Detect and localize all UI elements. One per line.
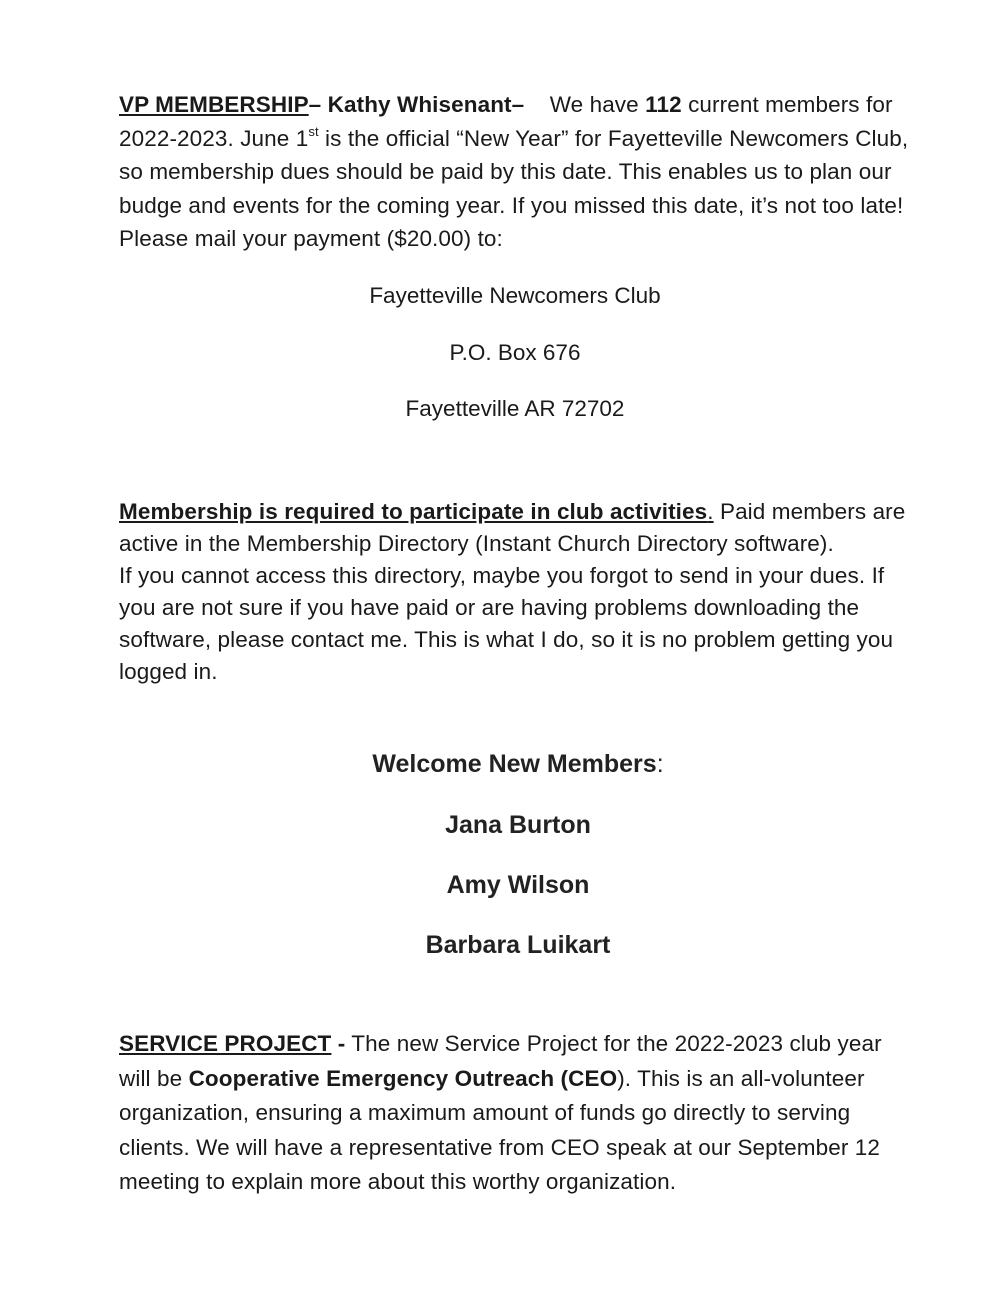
membership-text-3: is the official “New Year” for Fayetteville Newcomers Club, so membership dues should be paid by this date. This enables us to plan our budge and events for the coming year. If you missed this date, it’s not too late! Please mail your payment ($20.00) to: [119,125,909,251]
address-line-2: P.O. Box 676 [449,340,581,365]
service-text-1: The new Service Project for the 2022-2023 club year will be [119,1031,882,1091]
service-text-2: ). This is an all-volunteer organization, ensuring a maximum amount of funds go directly to serving clients. We will have a representative from CEO speak at our September 12 meeting to explain more about this worthy organization. [119,1065,880,1194]
service-paragraph [119,1027,919,1200]
welcome-heading-text: Welcome New Members [372,750,657,778]
welcome-heading [0,749,1000,779]
service-organization: Cooperative Emergency Outreach (CEO [188,1065,618,1091]
requirement-text-2: If you cannot access this directory, maybe you forgot to send in your dues. If you are not sure if you have paid or are having problems downloading the software, please contact me. This is what I do, so it is no problem getting you logged in. [119,563,894,684]
requirement-first-paragraph [119,496,919,560]
date-superscript: st [308,124,319,139]
address-line-3: Fayetteville AR 72702 [405,396,625,421]
requirement-text-1: Paid members are active in the Membership Directory (Instant Church Directory software). [119,499,906,556]
service-dash: - [331,1031,346,1056]
member-count: 112 [645,92,682,117]
new-member-name: Jana Burton [445,811,591,839]
new-member-name: Barbara Luikart [425,931,611,959]
service-label: SERVICE PROJECT [119,1031,332,1056]
requirement-heading: Membership is required to participate in club activities [119,499,708,524]
membership-text-1: We have [549,92,646,117]
requirement-paragraph [119,496,919,688]
new-member-name: Amy Wilson [446,871,590,899]
requirement-period: . [707,499,714,524]
membership-officer: – Kathy Whisenant– [308,92,525,117]
membership-text-2: current members for 2022-2023. June 1 [119,92,893,151]
welcome-heading-colon: : [656,750,664,778]
address-line-1: Fayetteville Newcomers Club [369,283,661,308]
membership-paragraph [119,88,919,256]
membership-label: VP MEMBERSHIP [119,92,309,117]
